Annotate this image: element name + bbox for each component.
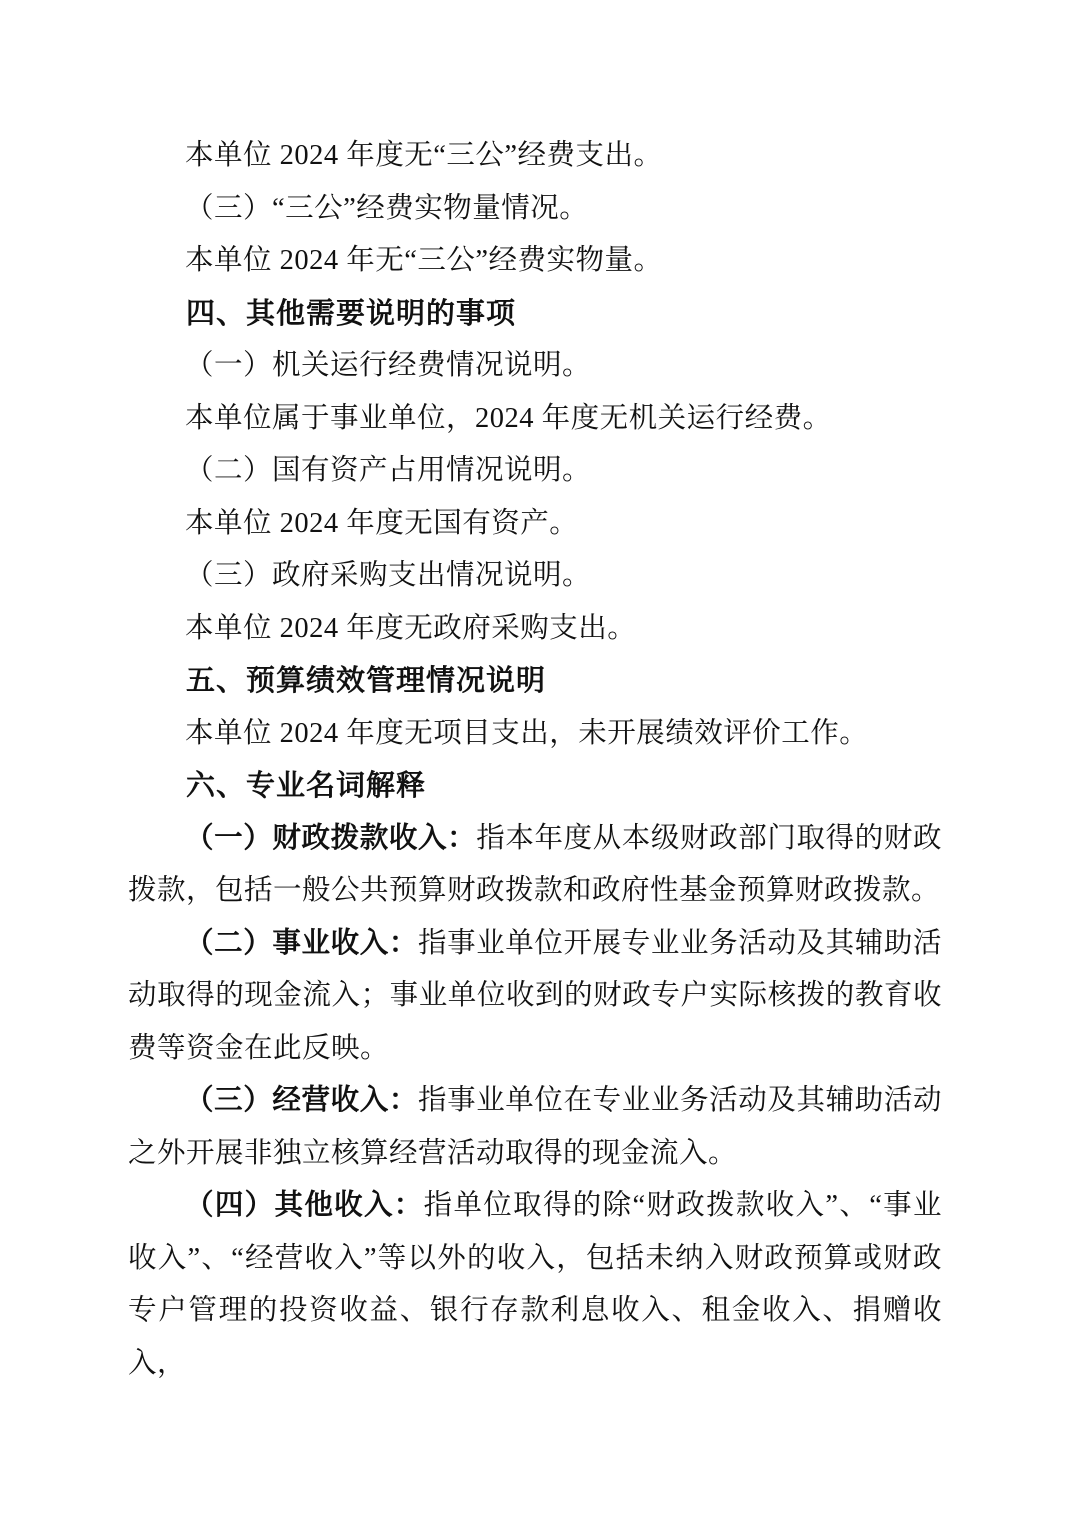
section-heading: 五、预算绩效管理情况说明 xyxy=(186,665,547,697)
paragraph-text: 指单位取得的除“财政拨款收入”、“事业收入”、“经营收入”等以外的收入，包括未纳入财政预算或财政专户管理的投资收益、银行存款利息收入、租金收入、捐赠收入， xyxy=(128,1190,942,1379)
paragraph: 本单位 2024 年度无国有资产。 xyxy=(185,507,579,539)
paragraph: 本单位属于事业单位，2024 年度无机关运行经费。 xyxy=(185,402,832,434)
paragraph: （一）机关运行经费情况说明。 xyxy=(185,350,592,381)
paragraph xyxy=(128,813,942,918)
paragraph: 本单位 2024 年度无政府采购支出。 xyxy=(185,612,637,644)
section-heading: 六、专业名词解释 xyxy=(186,770,427,802)
paragraph: 本单位 2024 年度无“三公”经费支出。 xyxy=(185,140,663,171)
paragraph: 本单位 2024 年无“三公”经费实物量。 xyxy=(185,245,663,276)
definition-term: （四）其他收入： xyxy=(185,1190,424,1221)
paragraph-text: 指事业单位在专业业务活动及其辅助活动之外开展非独立核算经营活动取得的现金流入。 xyxy=(128,1085,942,1169)
paragraph: （二）国有资产占用情况说明。 xyxy=(185,455,592,486)
definition-term: （三）经营收入： xyxy=(185,1085,418,1116)
paragraph xyxy=(128,918,942,1076)
paragraph-text: 指本年度从本级财政部门取得的财政拨款，包括一般公共预算财政拨款和政府性基金预算财政拨款。 xyxy=(128,822,942,906)
definition-term: （二）事业收入： xyxy=(185,927,418,959)
paragraph-text: 指事业单位开展专业业务活动及其辅助活动取得的现金流入；事业单位收到的财政专户实际核拨的教育收费等资金在此反映。 xyxy=(128,927,942,1064)
paragraph: （三）“三公”经费实物量情况。 xyxy=(185,192,589,224)
document-body xyxy=(128,130,942,1390)
paragraph: （三）政府采购支出情况说明。 xyxy=(185,560,592,591)
paragraph: 本单位 2024 年度无项目支出，未开展绩效评价工作。 xyxy=(185,717,869,749)
paragraph xyxy=(128,1180,942,1390)
section-heading: 四、其他需要说明的事项 xyxy=(186,297,517,330)
paragraph xyxy=(128,1075,942,1180)
definition-term: （一）财政拨款收入： xyxy=(185,822,477,854)
